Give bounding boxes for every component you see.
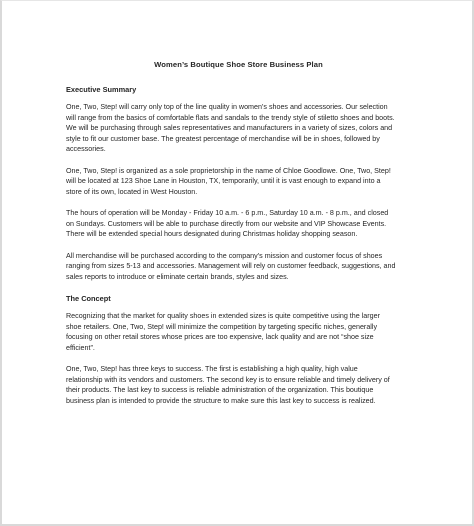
- executive-summary-paragraph-4: All merchandise will be purchased according to the company’s mission and customer focus of shoes ranging from sizes 5-13 and accessories. Management will rely on customer feedback, suggestions, and sales reports to introduce or eliminate certain brands, styles and sizes.: [66, 251, 396, 281]
- executive-summary-paragraph-2: One, Two, Step! is organized as a sole proprietorship in the name of Chloe Goodlowe. One, Two, Step! will be located at 123 Shoe Lane in Houston, TX, temporarily, until it is vast enough to expand into a store of its own, located in West Houston.: [66, 166, 391, 196]
- document-content: [66, 50, 411, 417]
- executive-summary-paragraph-3: The hours of operation will be Monday - Friday 10 a.m. - 6 p.m., Saturday 10 a.m. - 8 p.m., and closed on Sundays. Customers will be able to purchase directly from our website and VIP Showcase Events. There will be extended special hours designated during Christmas holiday shopping season.: [66, 209, 389, 238]
- executive-summary-paragraph-1: One, Two, Step! will carry only top of the line quality in women’s shoes and accessories. Our selection will range from the basics of comfortable flats and sandals to the trendy style of stiletto shoes and boots. We will be purchasing through sales representatives and manufacturers in a variety of sizes, colors and style to fit our customer base. The greatest percentage of merchandise will be in shoes, followed by accessories.: [66, 103, 395, 153]
- concept-paragraph-2: One, Two, Step! has three keys to success. The first is establishing a high quality, high value relationship with its vendors and customers. The second key is to ensure reliable and timely delivery of their products. The last key to success is reliable administration of the organization. This boutique business plan is intended to provide the structure to make sure this last key to success is realized.: [66, 365, 390, 405]
- concept-paragraph-1: Recognizing that the market for quality shoes in extended sizes is quite competitive using the larger shoe retailers. One, Two, Step! will minimize the competition by targeting specific niches, generally focusing on other retail stores whose prices are too expensive, lack quality and are not “shoe size efficient”.: [66, 312, 380, 352]
- section-heading-the-concept: The Concept: [66, 294, 111, 303]
- document-title: Women’s Boutique Shoe Store Business Plan: [154, 60, 323, 69]
- section-heading-executive-summary: Executive Summary: [66, 85, 137, 94]
